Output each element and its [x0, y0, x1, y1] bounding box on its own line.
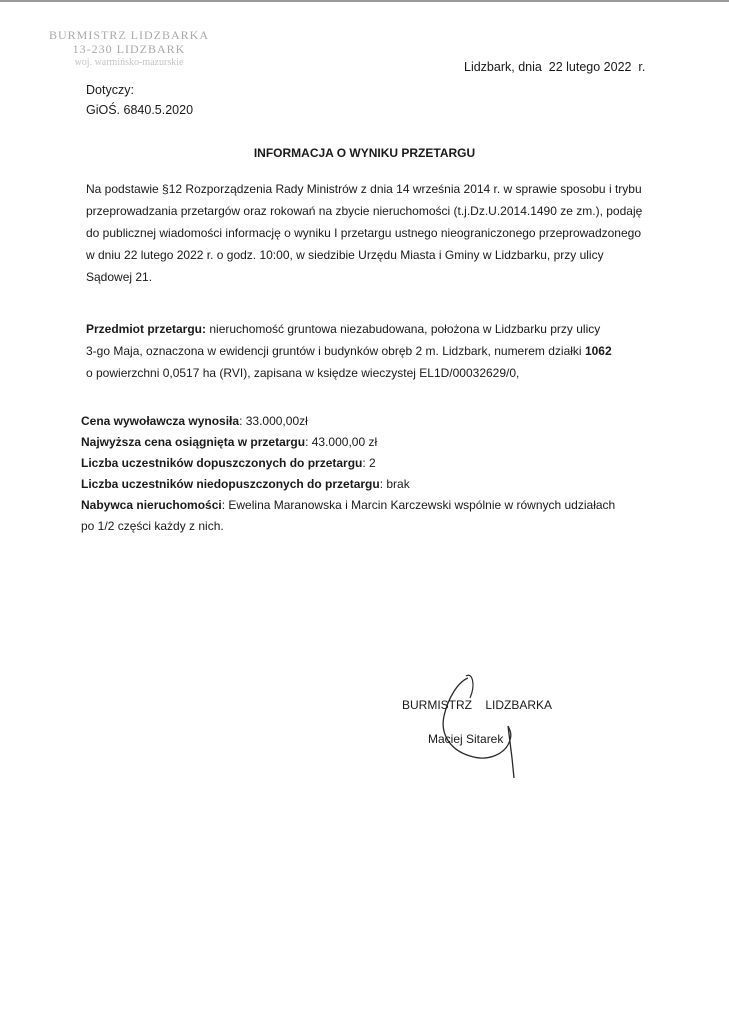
intro-line: w dniu 22 lutego 2022 r. o godz. 10:00, w siedzibie Urzędu Miasta i Gminy w Lidzbarku, przy ulicy	[86, 248, 604, 262]
result-starting-price	[81, 411, 661, 432]
result-value: : 2	[362, 456, 376, 470]
reference-number: GiOŚ. 6840.5.2020	[86, 103, 194, 117]
signatory-name: Maciej Sitarek	[428, 732, 504, 746]
stamp-line-2: 13-230 LIDZBARK	[72, 42, 186, 56]
subject-text-2: 3-go Maja, oznaczona w ewidencji gruntów i budynków obręb 2 m. Lidzbark, numerem działki	[86, 344, 582, 358]
signatory-title: BURMISTRZ LIDZBARKA	[402, 698, 553, 712]
stamp-line-1: BURMISTRZ LIDZBARKA	[48, 28, 209, 42]
subject-paragraph	[86, 318, 652, 384]
document-title: INFORMACJA O WYNIKU PRZETARGU	[253, 146, 476, 160]
intro-line: przeprowadzania przetargów oraz rokowań na zbycie nieruchomości (t.j.Dz.U.2014.1490 ze zm.), podaję	[86, 204, 643, 218]
intro-line: Sądowej 21.	[86, 270, 153, 284]
intro-line: Na podstawie §12 Rozporządzenia Rady Ministrów z dnia 14 września 2014 r. w sprawie sposobu i trybu	[86, 182, 642, 196]
subject-text: nieruchomość gruntowa niezabudowana, położona w Lidzbarku przy ulicy	[206, 322, 601, 336]
intro-line: do publicznej wiadomości informację o wyniku I przetargu ustnego nieograniczonego przeprowadzonego	[86, 226, 641, 240]
subject-label: Przedmiot przetargu:	[86, 322, 207, 336]
reference-label: Dotyczy:	[86, 83, 134, 97]
handwritten-signature	[430, 668, 530, 778]
intro-paragraph	[86, 178, 652, 288]
subject-line-2	[86, 340, 652, 362]
subject-line-1	[86, 318, 652, 340]
result-label: Nabywca nieruchomości	[81, 498, 222, 512]
parcel-number: 1062	[584, 344, 612, 358]
subject-line-3: o powierzchni 0,0517 ha (RVI), zapisana w księdze wieczystej EL1D/00032629/0,	[86, 366, 520, 380]
result-rejected-participants	[81, 474, 661, 495]
result-value: : Ewelina Maranowska i Marcin Karczewski wspólnie w równych udziałach	[221, 498, 616, 512]
result-label: Najwyższa cena osiągnięta w przetargu	[81, 435, 306, 449]
results-list	[81, 411, 661, 537]
result-buyer-continuation: po 1/2 części każdy z nich.	[81, 519, 224, 533]
result-label: Cena wywoławcza wynosiła	[81, 414, 240, 428]
stamp-line-3: woj. warmińsko-mazurskie	[74, 57, 184, 68]
result-value: : brak	[379, 477, 410, 491]
result-label: Liczba uczestników dopuszczonych do przetargu	[81, 456, 363, 470]
office-stamp	[44, 28, 214, 70]
reference-block	[86, 80, 193, 120]
place-and-date: Lidzbark, dnia 22 lutego 2022 r.	[464, 60, 646, 74]
result-highest-price	[81, 432, 661, 453]
result-buyer	[81, 495, 661, 516]
result-label: Liczba uczestników niedopuszczonych do przetargu	[81, 477, 380, 491]
result-value: : 43.000,00 zł	[305, 435, 378, 449]
result-value: : 33.000,00zł	[239, 414, 308, 428]
top-border-line	[0, 0, 729, 2]
result-admitted-participants	[81, 453, 661, 474]
